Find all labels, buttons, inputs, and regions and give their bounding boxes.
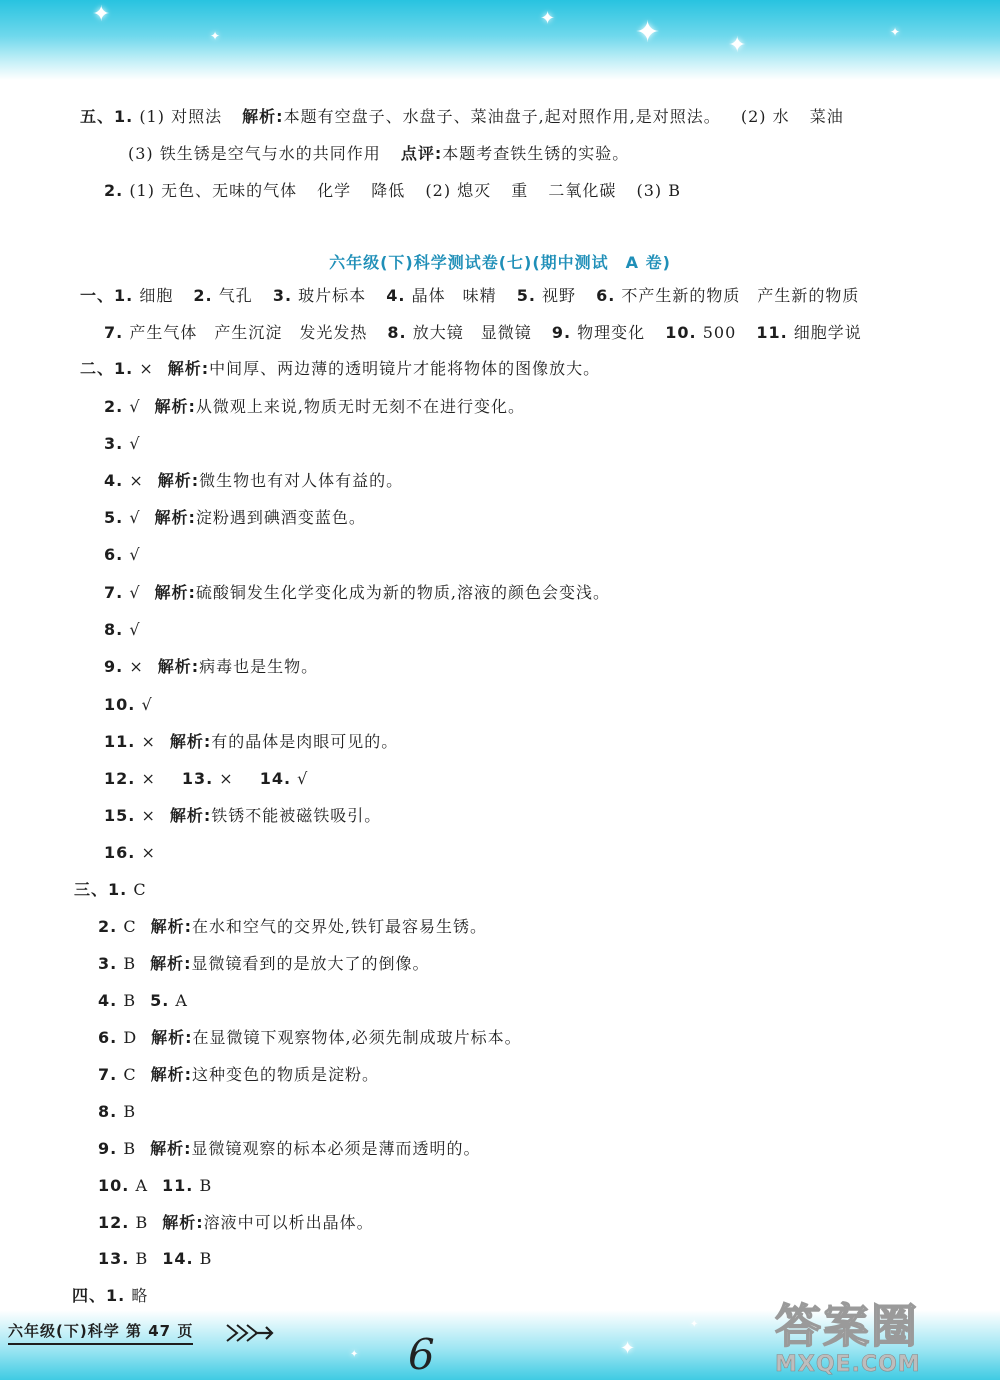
page-footer: 六年级(下)科学 第 47 页 bbox=[8, 1320, 193, 1345]
p2-item-9: 9. × 解析:病毒也是生物。 bbox=[104, 657, 319, 676]
p2-item-5: 5. √ 解析:淀粉遇到碘酒变蓝色。 bbox=[104, 508, 366, 527]
sparkle-icon: ✦ bbox=[540, 8, 556, 29]
p2-item-16: 16. × bbox=[104, 843, 156, 862]
p1-row-2: 7. 产生气体 产生沉淀 发光发热 8. 放大镜 显微镜 9. 物理变化 10. 500 11. 细胞学说 bbox=[104, 323, 862, 342]
p3-item-10-11: 10. A 11. B bbox=[98, 1176, 213, 1195]
sparkle-icon: ✦ bbox=[635, 15, 661, 50]
p3-item-13-14: 13. B 14. B bbox=[98, 1249, 213, 1268]
p2-item-12-14: 12. × 13. × 14. √ bbox=[104, 769, 309, 788]
p3-item-7: 7. C 解析:这种变色的物质是淀粉。 bbox=[98, 1065, 379, 1084]
p2-item-8: 8. √ bbox=[104, 620, 141, 639]
p1-row-1: 一、1. 细胞 2. 气孔 3. 玻片标本 4. 晶体 味精 5. 视野 6. 不产生新的物质 产生新的物质 bbox=[80, 286, 860, 305]
watermark-logo: 答案圈 bbox=[775, 1299, 919, 1353]
sparkle-icon: ✦ bbox=[350, 1349, 359, 1360]
s5-line-3: 2. (1) 无色、无味的气体 化学 降低 (2) 熄灭 重 二氧化碳 (3) B bbox=[104, 181, 681, 200]
p2-item-6: 6. √ bbox=[104, 545, 141, 564]
sparkle-icon: ✦ bbox=[210, 29, 221, 43]
p2-item-2: 2. √ 解析:从微观上来说,物质无时无刻不在进行变化。 bbox=[104, 397, 526, 416]
sparkle-icon: ✦ bbox=[92, 2, 111, 27]
p2-item-1: 二、1. × 解析:中间厚、两边薄的透明镜片才能将物体的图像放大。 bbox=[80, 359, 601, 378]
exam-title: 六年级(下)科学测试卷(七)(期中测试 A 卷) bbox=[329, 253, 671, 272]
p2-item-7: 7. √ 解析:硫酸铜发生化学变化成为新的物质,溶液的颜色会变浅。 bbox=[104, 583, 611, 602]
p3-item-12: 12. B 解析:溶液中可以析出晶体。 bbox=[98, 1213, 374, 1232]
p3-item-6: 6. D 解析:在显微镜下观察物体,必须先制成玻片标本。 bbox=[98, 1028, 522, 1047]
p2-item-15: 15. × 解析:铁锈不能被磁铁吸引。 bbox=[104, 806, 382, 825]
watermark bbox=[775, 1290, 995, 1377]
p3-item-3: 3. B 解析:显微镜看到的是放大了的倒像。 bbox=[98, 954, 430, 973]
p3-item-8: 8. B bbox=[98, 1102, 137, 1121]
watermark-url: MXQE.COM bbox=[775, 1352, 921, 1377]
sparkle-icon: ✦ bbox=[890, 25, 901, 39]
s5-line-1: 五、1. (1) 对照法 解析:本题有空盘子、水盘子、菜油盘子,起对照作用,是对照法。 (2) 水 菜油 bbox=[80, 107, 844, 126]
p2-item-11: 11. × 解析:有的晶体是肉眼可见的。 bbox=[104, 732, 399, 751]
p2-item-3: 3. √ bbox=[104, 434, 141, 453]
p3-item-9: 9. B 解析:显微镜观察的标本必须是薄而透明的。 bbox=[98, 1139, 481, 1158]
sparkle-icon: ✦ bbox=[728, 33, 747, 58]
p3-item-4-5: 4. B 5. A bbox=[98, 991, 188, 1010]
p2-item-4: 4. × 解析:微生物也有对人体有益的。 bbox=[104, 471, 404, 490]
p3-item-1: 三、1. C bbox=[74, 880, 147, 899]
p4-item-1: 四、1. 略 bbox=[72, 1286, 149, 1305]
sparkle-icon: ✦ bbox=[620, 1338, 636, 1359]
handwritten-mark: 6 bbox=[408, 1330, 435, 1379]
p3-item-2: 2. C 解析:在水和空气的交界处,铁钉最容易生锈。 bbox=[98, 917, 488, 936]
s5-line-2: (3) 铁生锈是空气与水的共同作用 点评:本题考查铁生锈的实验。 bbox=[128, 144, 630, 163]
p2-item-10: 10. √ bbox=[104, 695, 153, 714]
chevron-arrows-icon bbox=[225, 1322, 275, 1344]
sparkle-icon: ✦ bbox=[690, 1319, 699, 1330]
top-decorative-band bbox=[0, 0, 1000, 80]
